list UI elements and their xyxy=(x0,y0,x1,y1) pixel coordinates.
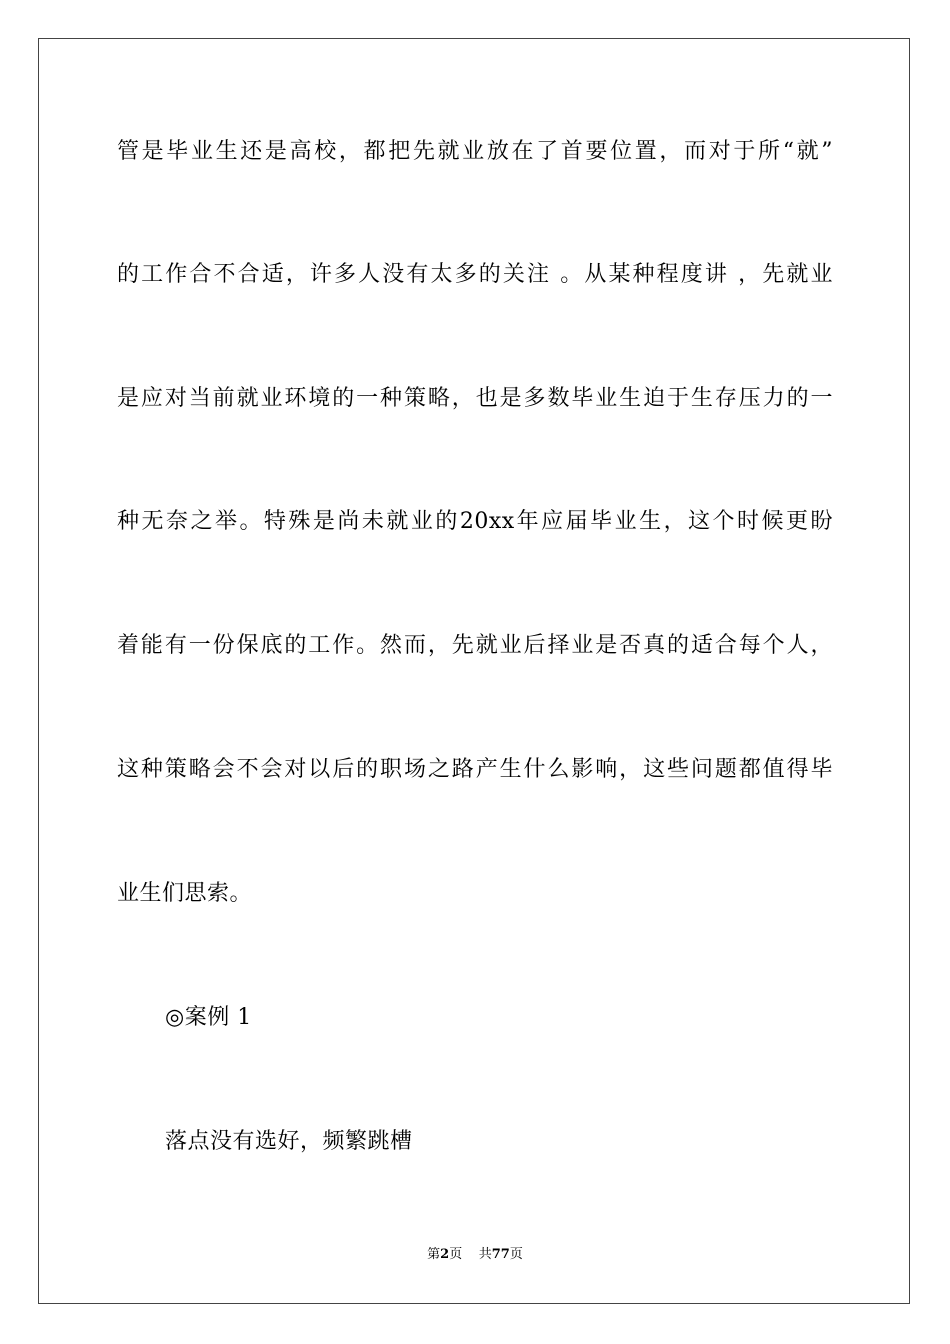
total-prefix: 共 xyxy=(478,1247,492,1262)
body-text-line: 着能有一份保底的工作。然而，先就业后择业是否真的适合每个人， xyxy=(117,633,833,658)
page-prefix: 第 xyxy=(427,1247,441,1262)
page-frame xyxy=(38,38,910,1304)
page-total: 77 xyxy=(491,1247,510,1262)
body-text-line: 是应对当前就业环境的一种策略，也是多数毕业生迫于生存压力的一 xyxy=(117,386,833,411)
page-suffix: 页 xyxy=(449,1247,463,1262)
page-current: 2 xyxy=(440,1247,450,1262)
case-heading: ◎案例 1 xyxy=(165,1005,252,1030)
body-text-line: 种无奈之举。特殊是尚未就业的20xx年应届毕业生，这个时候更盼 xyxy=(117,509,833,534)
total-suffix: 页 xyxy=(509,1247,523,1262)
body-text-line: 管是毕业生还是高校，都把先就业放在了首要位置，而对于所“就” xyxy=(117,139,833,164)
body-text-line: 业生们思索。 xyxy=(117,881,253,906)
body-text-line: 的工作合不合适，许多人没有太多的关注 。从某种程度讲 ，先就业 xyxy=(117,262,833,287)
page-footer xyxy=(0,1246,950,1264)
body-text-line: 这种策略会不会对以后的职场之路产生什么影响，这些问题都值得毕 xyxy=(117,757,833,782)
case-title: 落点没有选好，频繁跳槽 xyxy=(165,1129,413,1154)
